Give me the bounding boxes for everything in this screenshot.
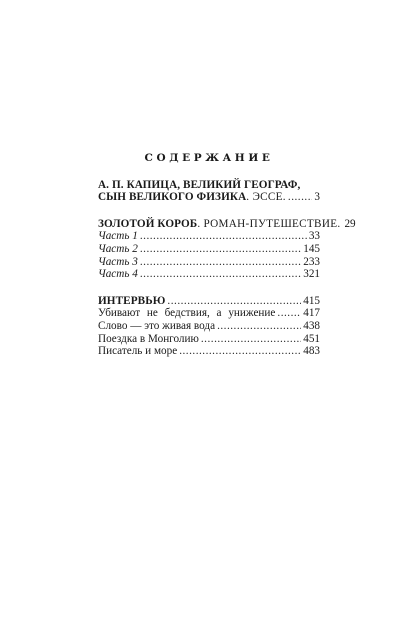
page-number: 321 (303, 268, 320, 281)
part-label: Часть 4 (98, 268, 138, 281)
toc-section-interviews (98, 295, 320, 358)
interview-entry (98, 345, 320, 358)
interview-label: Убивают не бедствия, а унижение (98, 307, 276, 320)
part-label: Часть 3 (98, 255, 138, 268)
page-number: 233 (303, 255, 320, 268)
leader-dots (140, 243, 301, 256)
toc-part-entry (98, 230, 320, 243)
toc-part-entry (98, 256, 320, 269)
essay-entry (98, 191, 320, 204)
leader-dots (140, 268, 301, 281)
toc-section-essay (98, 179, 320, 204)
page-number: 3 (314, 191, 320, 204)
toc-part-entry (98, 243, 320, 256)
page-number: 29 (344, 217, 356, 230)
interview-entry (98, 320, 320, 333)
interview-label: Слово — это живая вода (98, 319, 216, 332)
page-number: 33 (308, 230, 320, 243)
essay-genre: . ЭССЕ. (246, 191, 286, 204)
page-number: 438 (303, 319, 320, 332)
leader-dots (179, 345, 301, 358)
essay-title-line2: СЫН ВЕЛИКОГО ФИЗИКА (98, 191, 247, 204)
page-number: 145 (303, 242, 320, 255)
page-number: 483 (303, 345, 320, 358)
novel-genre: . РОМАН-ПУТЕШЕСТВИЕ. (197, 217, 341, 230)
page-number: 417 (303, 307, 320, 320)
novel-title: ЗОЛОТОЙ КОРОБ (98, 217, 198, 230)
interview-entry (98, 307, 320, 320)
essay-title-line1: А. П. КАПИЦА, ВЕЛИКИЙ ГЕОГРАФ, (98, 178, 301, 191)
leader-dots (140, 230, 307, 243)
toc-title: СОДЕРЖАНИЕ (144, 152, 274, 164)
page-number: 451 (303, 332, 320, 345)
table-of-contents (98, 152, 356, 358)
toc-part-entry (98, 268, 320, 281)
interview-entry (98, 333, 320, 346)
toc-section-novel (98, 217, 356, 281)
page-number: 415 (303, 294, 320, 307)
interviews-title: ИНТЕРВЬЮ (98, 294, 166, 307)
leader-dots (277, 307, 301, 320)
interview-label: Писатель и море (98, 345, 178, 358)
part-label: Часть 2 (98, 242, 138, 255)
part-label: Часть 1 (98, 230, 138, 243)
interviews-entry (98, 295, 320, 308)
leader-dots (201, 333, 301, 346)
leader-dots (217, 320, 301, 333)
novel-entry (98, 217, 356, 231)
interview-label: Поездка в Монголию (98, 332, 199, 345)
leader-dots (167, 295, 301, 308)
leader-dots (140, 256, 301, 269)
leader-dots (288, 191, 313, 204)
